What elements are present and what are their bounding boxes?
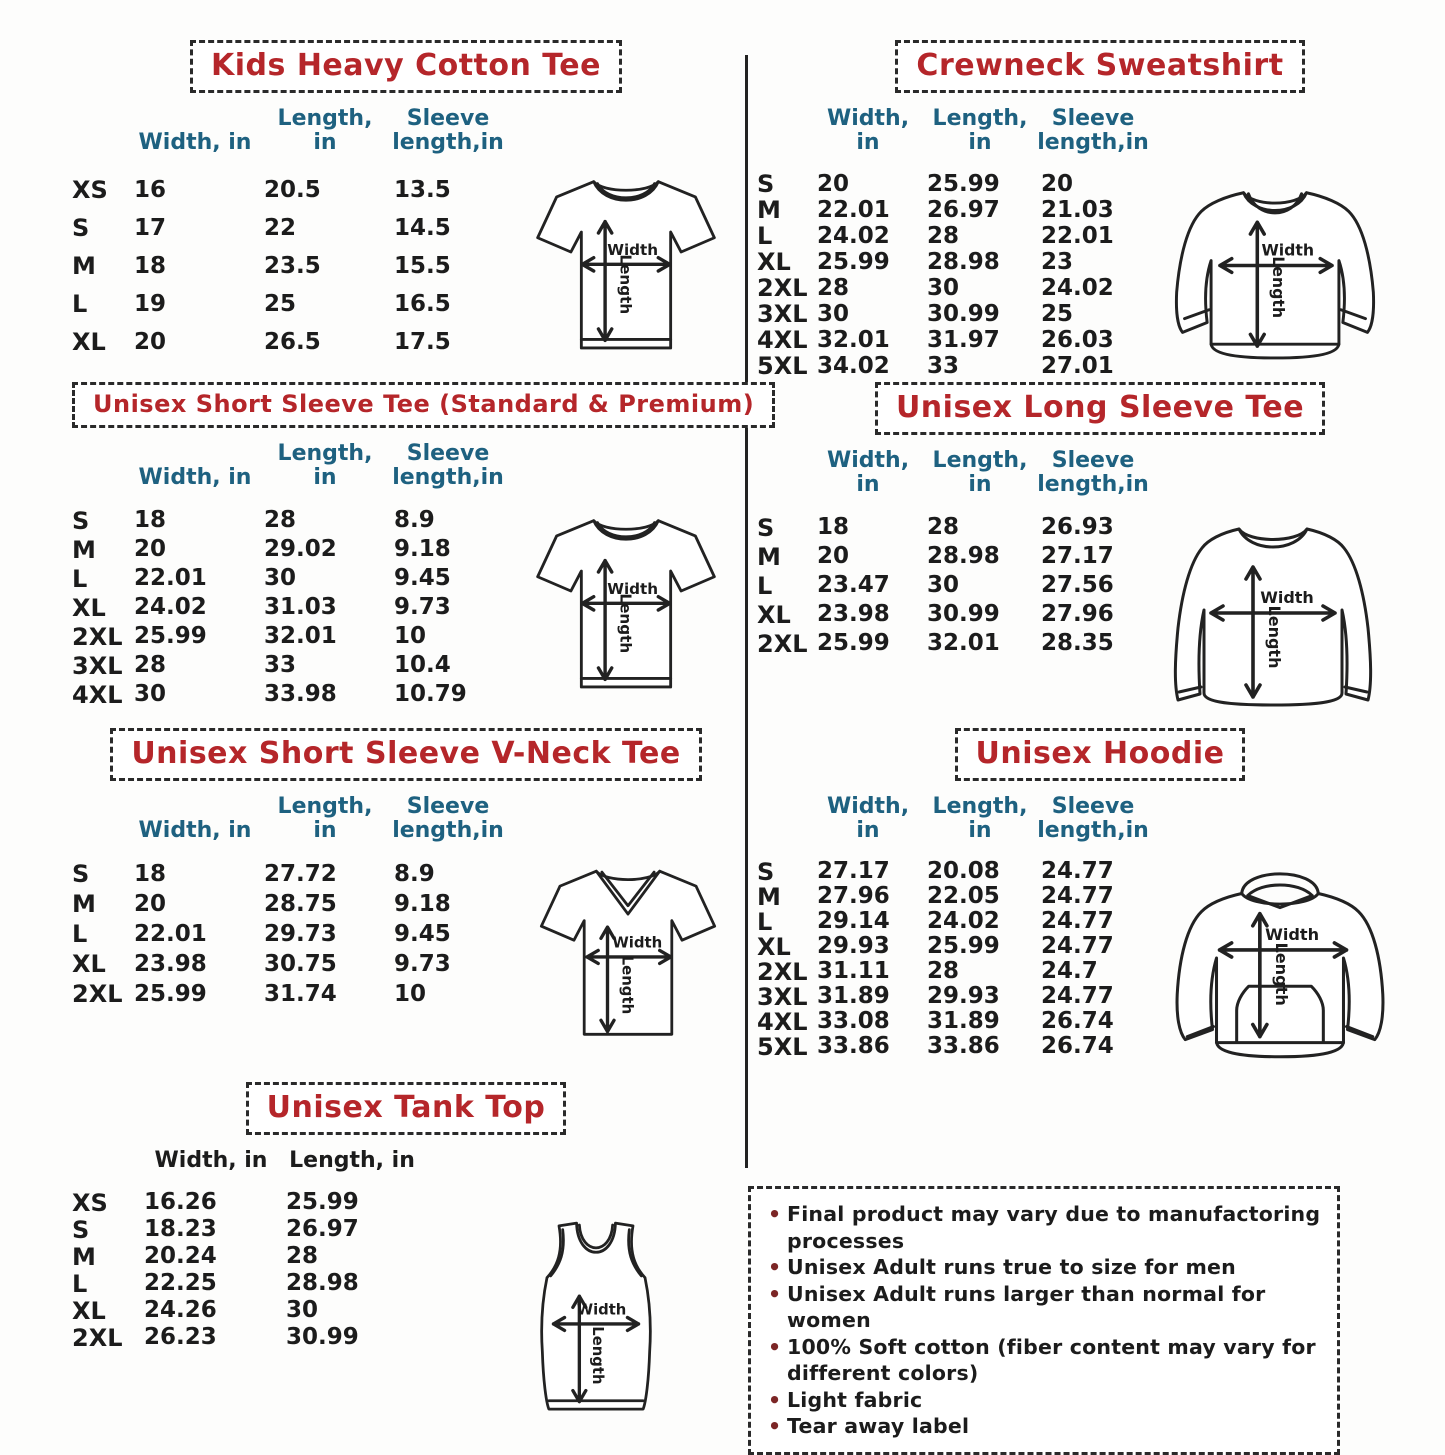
measurement-value: 22.01 (134, 565, 207, 592)
width-label: Width (1265, 924, 1320, 944)
measurement-value: 30 (264, 565, 297, 592)
measurement-value: 25.99 (286, 1189, 359, 1216)
section-title-box (246, 1082, 567, 1135)
col-width: Width, in (154, 1148, 268, 1173)
measurement-value: 23.5 (264, 252, 321, 279)
measurement-value: 29.14 (817, 908, 890, 935)
measurement-value: 14.5 (394, 214, 451, 241)
size-label: 3XL (72, 651, 123, 680)
measurement-value: 18.23 (144, 1216, 217, 1243)
measurement-value: 34.02 (817, 352, 890, 379)
measurement-value: 24.77 (1041, 983, 1114, 1010)
table-body (72, 506, 506, 709)
table-body (72, 859, 506, 1009)
size-label: M (757, 542, 781, 571)
measurement-value: 9.73 (394, 950, 451, 977)
measurement-value: 16 (134, 176, 167, 203)
measurement-value: 31.89 (817, 983, 890, 1010)
measurement-value: 25.99 (927, 933, 1000, 960)
measurement-value: 33 (264, 652, 297, 679)
measurement-value: 28 (264, 507, 297, 534)
measurement-value: 33.86 (927, 1033, 1000, 1060)
measurement-value: 20 (817, 543, 850, 570)
measurement-value: 33.86 (817, 1033, 890, 1060)
measurement-value: 17.5 (394, 328, 451, 355)
col-length: Length, in (277, 441, 373, 491)
measurement-value: 29.93 (927, 983, 1000, 1010)
col-length: Length, in (289, 1148, 415, 1173)
table-header (72, 107, 506, 155)
note-item: • Unisex Adult runs larger than normal for women (765, 1281, 1321, 1334)
measurement-value: 23.47 (817, 572, 890, 599)
length-label: Length (616, 254, 635, 315)
tee-diagram (512, 496, 740, 705)
measurement-value: 20.5 (264, 176, 321, 203)
size-label: M (72, 890, 96, 919)
size-label: XL (757, 248, 791, 277)
measurement-value: 24.02 (817, 222, 890, 249)
section-unisex-tank-top (72, 1082, 740, 1424)
size-table (72, 1149, 422, 1351)
col-length: Length, in (277, 794, 373, 844)
table-header (72, 442, 506, 490)
col-length: Length, in (932, 794, 1028, 844)
measurement-value: 33 (927, 352, 960, 379)
size-table (72, 107, 506, 361)
measurement-value: 22.01 (134, 920, 207, 947)
sweatshirt-diagram (1157, 163, 1393, 370)
measurement-value: 27.56 (1041, 572, 1114, 599)
measurement-value: 24.02 (927, 908, 1000, 935)
section-title: Unisex Short Sleeve Tee (Standard & Premium) (93, 390, 755, 418)
section-kids-heavy-cotton-tee (72, 40, 740, 366)
col-length: Length, in (932, 106, 1028, 156)
measurement-value: 31.74 (264, 980, 337, 1007)
measurement-value: 32.01 (264, 623, 337, 650)
tee-diagram (512, 157, 740, 366)
measurement-value: 25 (264, 290, 297, 317)
measurement-value: 9.45 (394, 920, 451, 947)
measurement-value: 30 (134, 681, 167, 708)
measurement-value: 24.7 (1041, 958, 1098, 985)
measurement-value: 30.99 (286, 1324, 359, 1351)
long-sleeve-tee-diagram (1153, 501, 1393, 721)
size-label: XL (757, 932, 791, 961)
measurement-value: 26.93 (1041, 514, 1114, 541)
section-unisex-long-sleeve-tee (757, 382, 1443, 721)
measurement-value: 29.02 (264, 536, 337, 563)
section-title: Unisex Long Sleeve Tee (895, 390, 1305, 425)
measurement-value: 24.77 (1041, 933, 1114, 960)
col-sleeve: Sleeve length,in (1037, 794, 1149, 844)
measurement-value: 20 (134, 890, 167, 917)
size-label: S (757, 513, 775, 542)
column-divider (745, 55, 748, 1168)
measurement-value: 26.5 (264, 328, 321, 355)
measurement-value: 16.5 (394, 290, 451, 317)
length-label: Length (1265, 605, 1284, 669)
measurement-value: 30 (927, 572, 960, 599)
section-title: Crewneck Sweatshirt (916, 48, 1284, 83)
measurement-value: 8.9 (394, 860, 435, 887)
measurement-value: 27.96 (1041, 601, 1114, 628)
measurement-value: 9.18 (394, 890, 451, 917)
measurement-value: 33.98 (264, 681, 337, 708)
measurement-value: 23.98 (134, 950, 207, 977)
size-label: XL (72, 328, 106, 357)
col-width: Width, in (138, 818, 252, 844)
measurement-value: 27.17 (817, 858, 890, 885)
measurement-value: 30 (286, 1297, 319, 1324)
measurement-value: 23.98 (817, 601, 890, 628)
size-label: M (757, 882, 781, 911)
length-label: Length (616, 593, 635, 654)
measurement-value: 29.93 (817, 933, 890, 960)
measurement-value: 30.99 (927, 601, 1000, 628)
measurement-value: 26.97 (286, 1216, 359, 1243)
measurement-value: 10 (394, 980, 427, 1007)
measurement-value: 30.99 (927, 300, 1000, 327)
measurement-value: 10 (394, 623, 427, 650)
measurement-value: 9.73 (394, 594, 451, 621)
size-label: XL (757, 600, 791, 629)
col-sleeve: Sleeve length,in (1037, 106, 1149, 156)
section-title: Unisex Hoodie (975, 736, 1225, 771)
measurement-value: 28.98 (927, 248, 1000, 275)
col-sleeve: Sleeve length,in (392, 106, 504, 156)
measurement-value: 22.25 (144, 1270, 217, 1297)
size-label: 4XL (757, 326, 808, 355)
size-label: S (757, 170, 775, 199)
measurement-value: 24.77 (1041, 883, 1114, 910)
measurement-value: 20 (1041, 170, 1074, 197)
section-unisex-short-sleeve-tee (72, 382, 755, 709)
measurement-value: 27.17 (1041, 543, 1114, 570)
measurement-value: 31.89 (927, 1008, 1000, 1035)
measurement-value: 22.01 (1041, 222, 1114, 249)
measurement-value: 20.08 (927, 858, 1000, 885)
measurement-value: 24.02 (134, 594, 207, 621)
measurement-value: 33.08 (817, 1008, 890, 1035)
col-width: Width, in (826, 448, 910, 498)
measurement-value: 10.4 (394, 652, 451, 679)
section-unisex-hoodie (757, 728, 1443, 1063)
measurement-value: 8.9 (394, 507, 435, 534)
measurement-value: 10.79 (394, 681, 467, 708)
size-label: 4XL (72, 680, 123, 709)
size-label: S (72, 860, 90, 889)
measurement-value: 27.01 (1041, 352, 1114, 379)
measurement-value: 32.01 (927, 630, 1000, 657)
size-label: L (72, 920, 88, 949)
size-label: L (757, 907, 773, 936)
measurement-value: 28 (927, 514, 960, 541)
size-label: XS (72, 1188, 108, 1217)
section-title: Unisex Tank Top (266, 1090, 546, 1125)
measurement-value: 20 (817, 170, 850, 197)
section-title-box (190, 40, 622, 93)
measurement-value: 27.72 (264, 860, 337, 887)
size-label: L (72, 564, 88, 593)
measurement-value: 13.5 (394, 176, 451, 203)
table-body (72, 171, 506, 361)
size-label: S (757, 857, 775, 886)
measurement-value: 9.45 (394, 565, 451, 592)
col-sleeve: Sleeve length,in (1037, 448, 1149, 498)
col-width: Width, in (138, 130, 252, 156)
note-item: • Tear away label (765, 1413, 1321, 1440)
measurement-value: 28 (927, 222, 960, 249)
measurement-value: 28 (817, 274, 850, 301)
table-body (757, 859, 1149, 1059)
tank-top-diagram (522, 1211, 670, 1424)
measurement-value: 25.99 (134, 623, 207, 650)
length-label: Length (1271, 942, 1291, 1006)
size-label: 2XL (757, 629, 808, 658)
section-title-box (895, 40, 1304, 93)
size-label: 3XL (757, 982, 808, 1011)
measurement-value: 28.35 (1041, 630, 1114, 657)
size-label: 4XL (757, 1007, 808, 1036)
measurement-value: 18 (817, 514, 850, 541)
measurement-value: 18 (134, 860, 167, 887)
notes-list (765, 1201, 1321, 1440)
size-label: XL (72, 950, 106, 979)
size-label: 2XL (757, 957, 808, 986)
col-width: Width, in (826, 106, 910, 156)
size-label: L (757, 222, 773, 251)
size-label: 2XL (72, 1323, 123, 1352)
tank-neck-ribbing (579, 1225, 612, 1248)
col-width: Width, in (138, 465, 252, 491)
measurement-value: 30 (817, 300, 850, 327)
width-label: Width (1261, 240, 1315, 260)
section-unisex-vneck-tee (72, 728, 740, 1052)
size-label: S (72, 214, 90, 243)
size-label: M (72, 252, 96, 281)
vneck-tee-diagram (516, 847, 740, 1052)
section-title: Kids Heavy Cotton Tee (211, 48, 601, 83)
size-table (72, 795, 506, 1009)
measurement-value: 25 (1041, 300, 1074, 327)
measurement-value: 25.99 (817, 248, 890, 275)
measurement-value: 17 (134, 214, 167, 241)
size-label: XL (72, 1296, 106, 1325)
measurement-value: 30.75 (264, 950, 337, 977)
col-sleeve: Sleeve length,in (392, 441, 504, 491)
measurement-value: 25.99 (927, 170, 1000, 197)
size-label: 2XL (72, 980, 123, 1009)
measurement-value: 24.77 (1041, 858, 1114, 885)
size-table (757, 795, 1149, 1059)
table-header (72, 1149, 422, 1173)
measurement-value: 29.73 (264, 920, 337, 947)
measurement-value: 18 (134, 507, 167, 534)
width-label: Width (607, 240, 659, 259)
col-length: Length, in (277, 106, 373, 156)
measurement-value: 23 (1041, 248, 1074, 275)
measurement-value: 22.05 (927, 883, 1000, 910)
table-header (757, 795, 1149, 843)
table-header (757, 449, 1149, 497)
measurement-value: 31.11 (817, 958, 890, 985)
note-item: • Unisex Adult runs true to size for men (765, 1254, 1321, 1281)
section-title-box (72, 382, 775, 428)
table-header (72, 795, 506, 843)
hoodie-diagram (1149, 851, 1411, 1063)
measurement-value: 21.03 (1041, 196, 1114, 223)
size-table (72, 442, 506, 709)
size-table (757, 107, 1149, 379)
size-label: L (72, 1269, 88, 1298)
size-label: M (757, 196, 781, 225)
measurement-value: 26.03 (1041, 326, 1114, 353)
size-label: S (72, 506, 90, 535)
table-header (757, 107, 1149, 155)
measurement-value: 28.98 (286, 1270, 359, 1297)
measurement-value: 24.26 (144, 1297, 217, 1324)
col-width: Width, in (826, 794, 910, 844)
size-label: M (72, 1242, 96, 1271)
measurement-value: 31.97 (927, 326, 1000, 353)
measurement-value: 26.74 (1041, 1033, 1114, 1060)
size-table (757, 449, 1149, 658)
measurement-value: 22.01 (817, 196, 890, 223)
width-label: Width (612, 933, 663, 952)
measurement-value: 20 (134, 536, 167, 563)
measurement-value: 28 (927, 958, 960, 985)
product-notes-box (748, 1186, 1340, 1455)
width-label: Width (576, 1301, 627, 1319)
measurement-value: 26.74 (1041, 1008, 1114, 1035)
col-sleeve: Sleeve length,in (392, 794, 504, 844)
measurement-value: 26.97 (927, 196, 1000, 223)
width-label: Width (607, 579, 659, 598)
measurement-value: 25.99 (817, 630, 890, 657)
note-item: • 100% Soft cotton (fiber content may vary for different colors) (765, 1334, 1321, 1387)
measurement-value: 25.99 (134, 980, 207, 1007)
measurement-value: 22 (264, 214, 297, 241)
measurement-value: 24.77 (1041, 908, 1114, 935)
measurement-value: 20.24 (144, 1243, 217, 1270)
section-title: Unisex Short Sleeve V-Neck Tee (131, 736, 681, 771)
measurement-value: 24.02 (1041, 274, 1114, 301)
width-label: Width (1260, 588, 1314, 607)
size-label: XL (72, 593, 106, 622)
size-label: 2XL (757, 274, 808, 303)
section-crewneck-sweatshirt (757, 40, 1443, 379)
measurement-value: 9.18 (394, 536, 451, 563)
note-item: • Light fabric (765, 1387, 1321, 1414)
size-label: 5XL (757, 352, 808, 381)
length-label: Length (1269, 256, 1289, 319)
measurement-value: 16.26 (144, 1189, 217, 1216)
measurement-value: 19 (134, 290, 167, 317)
measurement-value: 18 (134, 252, 167, 279)
note-item: • Final product may vary due to manufactoring processes (765, 1201, 1321, 1254)
col-length: Length, in (932, 448, 1028, 498)
measurement-value: 15.5 (394, 252, 451, 279)
section-title-box (875, 382, 1325, 435)
measurement-value: 28 (134, 652, 167, 679)
size-label: L (757, 571, 773, 600)
measurement-value: 31.03 (264, 594, 337, 621)
measurement-value: 28 (286, 1243, 319, 1270)
size-label: 3XL (757, 300, 808, 329)
measurement-value: 28.75 (264, 890, 337, 917)
size-label: S (72, 1215, 90, 1244)
size-label: 2XL (72, 622, 123, 651)
measurement-value: 30 (927, 274, 960, 301)
measurement-value: 32.01 (817, 326, 890, 353)
measurement-value: 20 (134, 328, 167, 355)
section-title-box (955, 728, 1246, 781)
measurement-value: 28.98 (927, 543, 1000, 570)
size-label: XS (72, 176, 108, 205)
table-body (757, 513, 1149, 658)
length-label: Length (618, 955, 637, 1015)
size-label: M (72, 535, 96, 564)
measurement-value: 27.96 (817, 883, 890, 910)
table-body (72, 1189, 422, 1351)
table-body (757, 171, 1149, 379)
length-label: Length (589, 1326, 607, 1385)
size-label: L (72, 290, 88, 319)
section-title-box (110, 728, 701, 781)
measurement-value: 26.23 (144, 1324, 217, 1351)
size-label: 5XL (757, 1032, 808, 1061)
